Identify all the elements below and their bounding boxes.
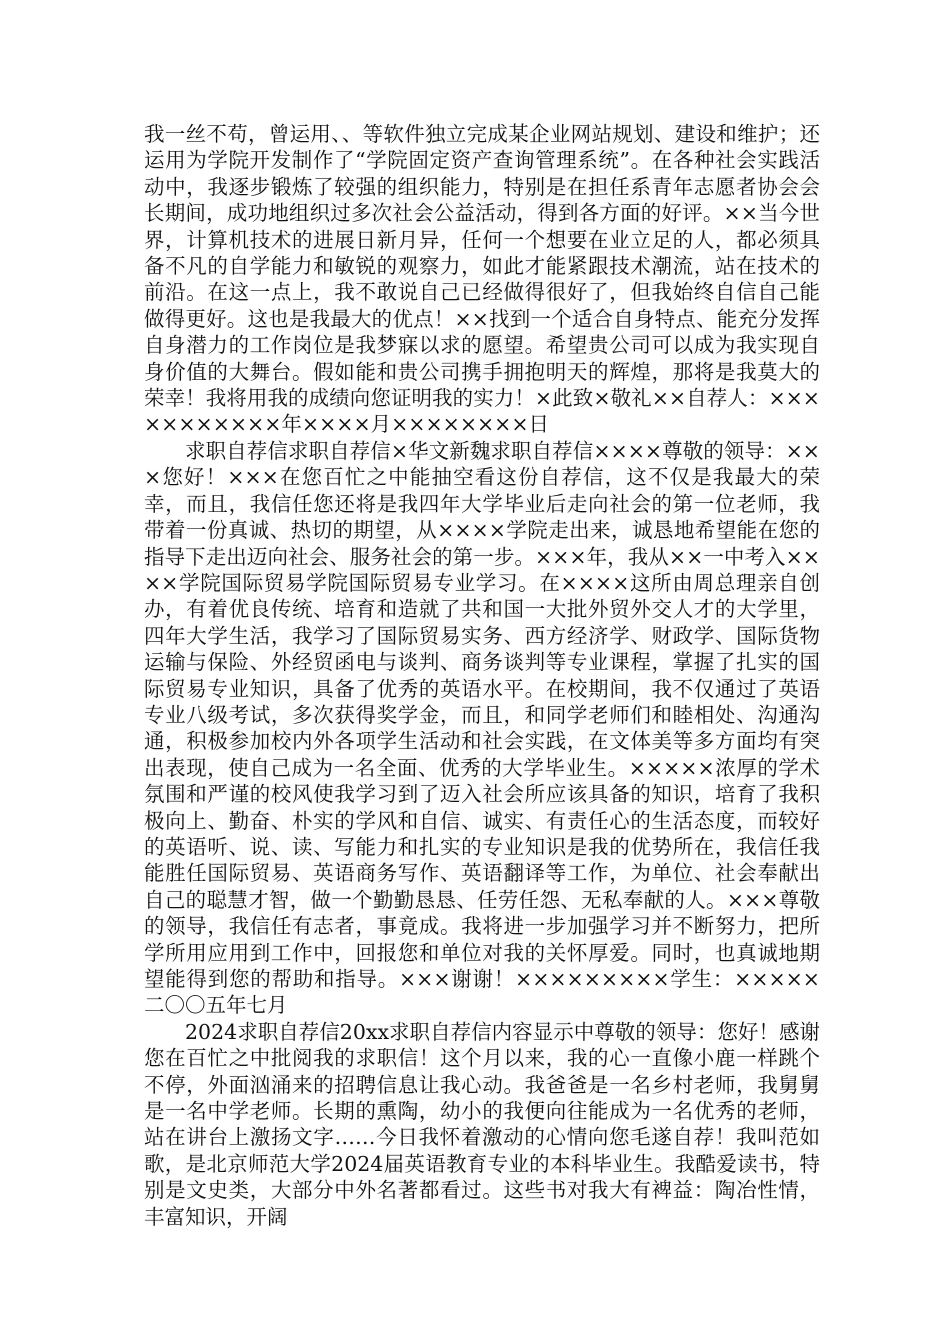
document-body [144,121,820,1230]
paragraph-continued: 我一丝不苟，曾运用、、等软件独立完成某企业网站规划、建设和维护；还运用为学院开发制作了“学院固定资产查询管理系统”。在各种社会实践活动中，我逐步锻炼了较强的组织能力，特别是在担任系青年志愿者协会会长期间，成功地组织过多次社会公益活动，得到各方面的好评。××当今世界，计算机技术的进展日新月异，任何一个想要在业立足的人，都必须具备不凡的自学能力和敏锐的观察力，如此才能紧跟技术潮流，站在技术的前沿。在这一点上，我不敢说自己已经做得很好了，但我始终自信自己能做得更好。这也是我最大的优点！××找到一个适合自身特点、能充分发挥自身潜力的工作岗位是我梦寐以求的愿望。希望贵公司可以成为我实现自身价值的大舞台。假如能和贵公司携手拥抱明天的辉煌，那将是我莫大的荣幸！我将用我的成绩向您证明我的实力！×此致×敬礼××自荐人：×××××××××××年××××月××××××××日 [144,122,820,437]
paragraph-cover-letter-1: 求职自荐信求职自荐信×华文新魏求职自荐信××××尊敬的领导：×××您好！×××在您百忙之中能抽空看这份自荐信，这不仅是我最大的荣幸，而且，我信任您还将是我四年大学毕业后走向社会的第一位老师，我带着一份真诚、热切的期望，从××××学院走出来，诚恳地希望能在您的指导下走出迈向社会、服务社会的第一步。×××年，我从××一中考入××××学院国际贸易学院国际贸易专业学习。在××××这所由周总理亲自创办，有着优良传统、培育和造就了共和国一大批外贸外交人才的大学里，四年大学生活，我学习了国际贸易实务、西方经济学、财政学、国际货物运输与保险、外经贸函电与谈判、商务谈判等专业课程，掌握了扎实的国际贸易专业知识，具备了优秀的英语水平。在校期间，我不仅通过了英语专业八级考试，多次获得奖学金，而且，和同学老师们和睦相处、沟通沟通，积极参加校内外各项学生活动和社会实践，在文体美等多方面均有突出表现，使自己成为一名全面、优秀的大学毕业生。×××××浓厚的学术氛围和严谨的校风使我学习到了迈入社会所应该具备的知识，培育了我积极向上、勤奋、朴实的学风和自信、诚实、有责任心的生活态度，而较好的英语听、说、读、写能力和扎实的专业知识是我的优势所在，我信任我能胜任国际贸易、英语商务写作、英语翻译等工作，为单位、社会奉献出自己的聪慧才智，做一个勤勤恳恳、任劳任怨、无私奉献的人。×××尊敬的领导，我信任有志者，事竟成。我将进一步加强学习并不断努力，把所学所用应用到工作中，回报您和单位对我的关怀厚爱。同时，也真诚地期望能得到您的帮助和指导。×××谢谢！×××××××××学生：×××××二〇〇五年七月 [144,438,820,1018]
paragraph-cover-letter-2: 2024求职自荐信20xx求职自荐信内容显示中尊敬的领导：您好！感谢您在百忙之中批阅我的求职信！这个月以来，我的心一直像小鹿一样跳个不停，外面汹涌来的招聘信息让我心动。我爸爸是一名乡村老师，我舅舅是一名中学老师。长期的熏陶，幼小的我便向往能成为一名优秀的老师，站在讲台上激扬文字……今日我怀着激动的心情向您毛遂自荐！我叫范如歌，是北京师范大学2024届英语教育专业的本科毕业生。我酷爱读书，特别是文史类，大部分中外名著都看过。这些书对我大有裨益：陶冶性情，丰富知识，开阔 [144,1019,820,1229]
